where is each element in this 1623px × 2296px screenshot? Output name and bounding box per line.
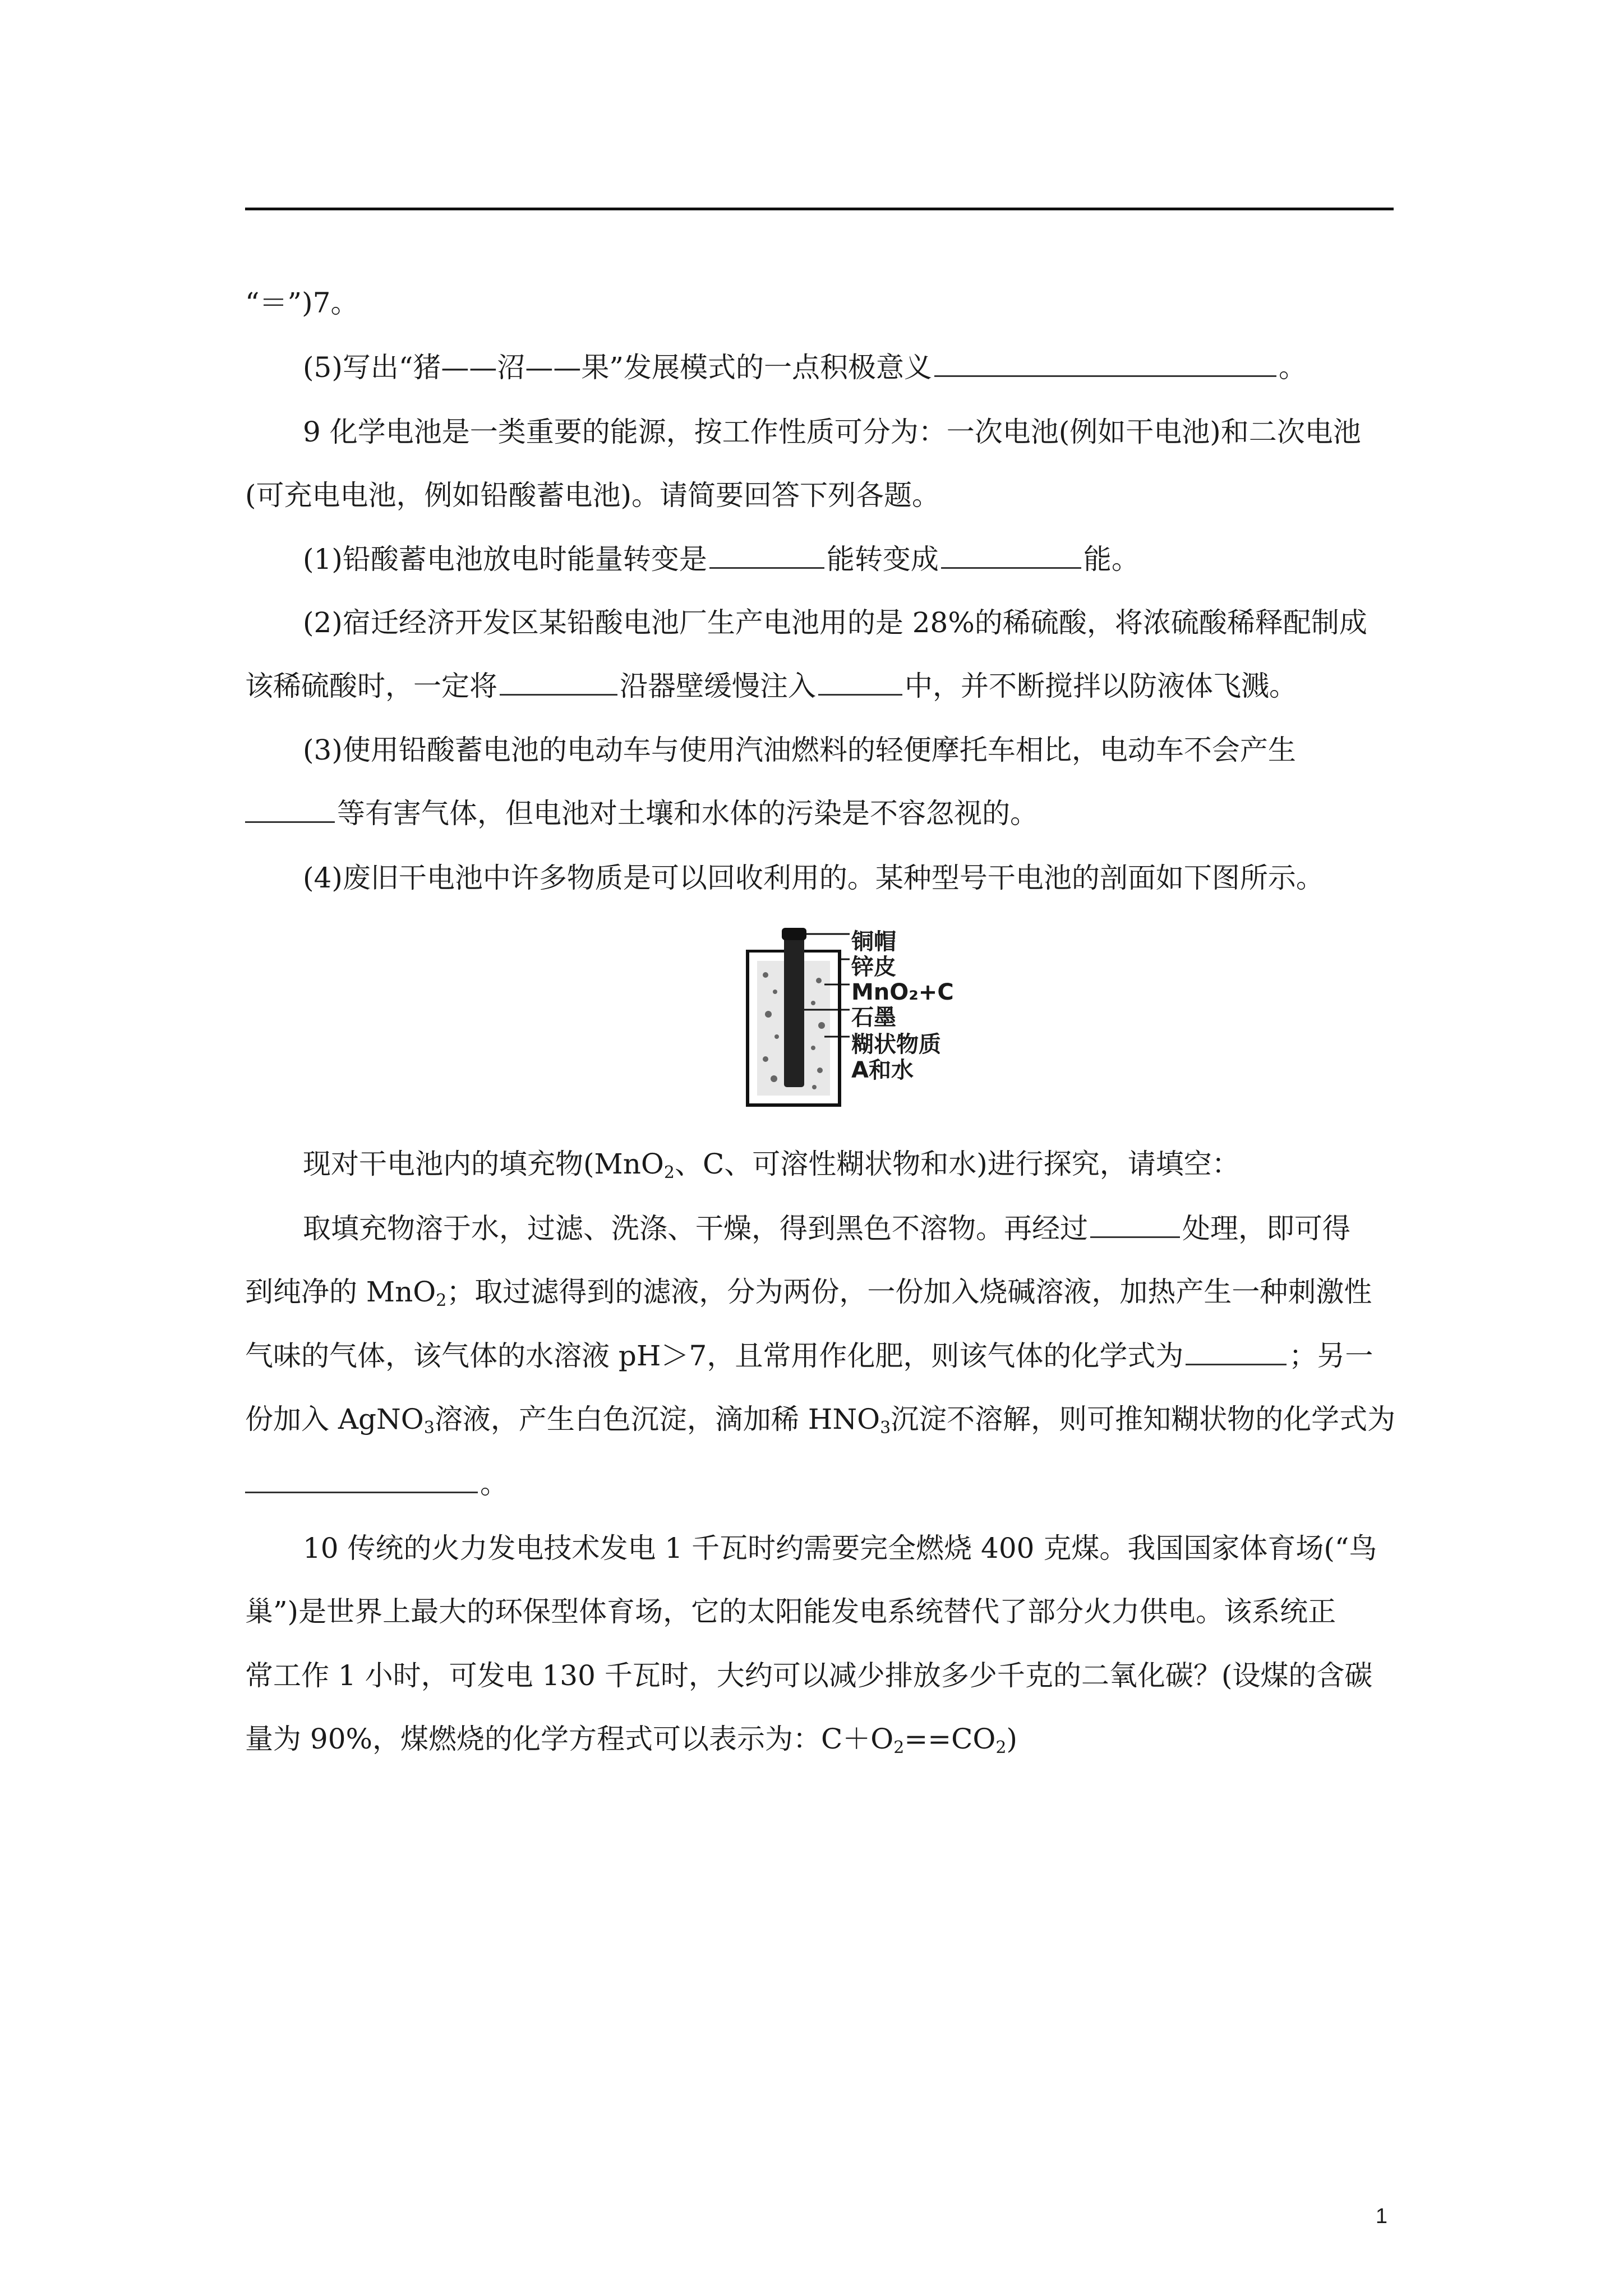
figure-label: MnO₂+C: [851, 979, 954, 1005]
text-line: 气味的气体，该气体的水溶液 pH＞7，且常用作化肥，则该气体的化学式为 ；另一: [245, 1340, 1373, 1372]
text-line: 取填充物溶于水，过滤、洗涤、干燥，得到黑色不溶物。再经过 处理，即可得: [303, 1212, 1350, 1245]
text-line: (1)铅酸蓄电池放电时能量转变是 能转变成 能。: [303, 543, 1140, 576]
text-line: (3)使用铅酸蓄电池的电动车与使用汽油燃料的轻便摩托车相比，电动车不会产生: [303, 734, 1296, 766]
text-line: 量为 90%，煤燃烧的化学方程式可以表示为：$C+O_2==CO_2$): [245, 1723, 1018, 1757]
text-line: 份加入 AgNO$_3$溶液，产生白色沉淀，滴加稀 $HNO_3$沉淀不溶解，则可推知糊状物的化学式为: [245, 1403, 1396, 1438]
text-line: 巢”)是世界上最大的环保型体育场，它的太阳能发电系统替代了部分火力供电。该系统正: [245, 1595, 1336, 1628]
text-line: (5)写出“猪——沼——果”发展模式的一点积极意义 。: [303, 351, 1307, 384]
figure-label: 铜帽: [851, 929, 896, 955]
header-rule: [245, 208, 1394, 210]
page-number: 1: [1375, 2205, 1387, 2228]
figure-label: 糊状物质: [851, 1032, 941, 1057]
figure-label: A和水: [851, 1057, 914, 1083]
text-line: “＝”)7。: [245, 287, 359, 319]
text-line: (2)宿迁经济开发区某铅酸电池厂生产电池用的是 28%的稀硫酸，将浓硫酸稀释配制成: [303, 606, 1367, 639]
text-line: 等有害气体，但电池对土壤和水体的污染是不容忽视的。: [245, 794, 1038, 833]
figure-label: 石墨: [851, 1005, 896, 1030]
answer-blank[interactable]: [1090, 1214, 1180, 1238]
text-line: 。: [245, 1464, 508, 1503]
text-line: 到纯净的 MnO$_2$；取过滤得到的滤液，分为两份，一份加入烧碱溶液，加热产生一种刺激性: [245, 1276, 1372, 1310]
answer-blank[interactable]: [818, 671, 902, 696]
question-10-line: 10 传统的火力发电技术发电 1 千瓦时约需要完全燃烧 400 克煤。我国国家体育场(“鸟: [303, 1532, 1377, 1565]
text-line: (可充电电池，例如铅酸蓄电池)。请简要回答下列各题。: [245, 479, 940, 512]
question-9-line: 9 化学电池是一类重要的能源，按工作性质可分为：一次电池(例如干电池)和二次电池: [303, 416, 1361, 448]
answer-blank[interactable]: [941, 545, 1081, 569]
figure-label: 锌皮: [851, 954, 896, 980]
answer-blank[interactable]: [934, 353, 1276, 377]
text-line: 该稀硫酸时，一定将 沿器壁缓慢注入 中，并不断搅拌以防液体飞溅。: [245, 670, 1297, 702]
text-line: 现对干电池内的填充物(MnO$_2$、C、可溶性糊状物和水)进行探究，请填空：: [303, 1148, 1240, 1182]
answer-blank[interactable]: [245, 1469, 478, 1493]
text-line: (4)废旧干电池中许多物质是可以回收利用的。某种型号干电池的剖面如下图所示。: [303, 862, 1324, 894]
answer-blank[interactable]: [709, 545, 824, 569]
answer-blank[interactable]: [1186, 1341, 1287, 1365]
answer-blank[interactable]: [245, 799, 335, 823]
answer-blank[interactable]: [500, 671, 617, 696]
text-line: 常工作 1 小时，可发电 130 千瓦时，大约可以减少排放多少千克的二氧化碳？(设煤的含碳: [245, 1659, 1373, 1692]
